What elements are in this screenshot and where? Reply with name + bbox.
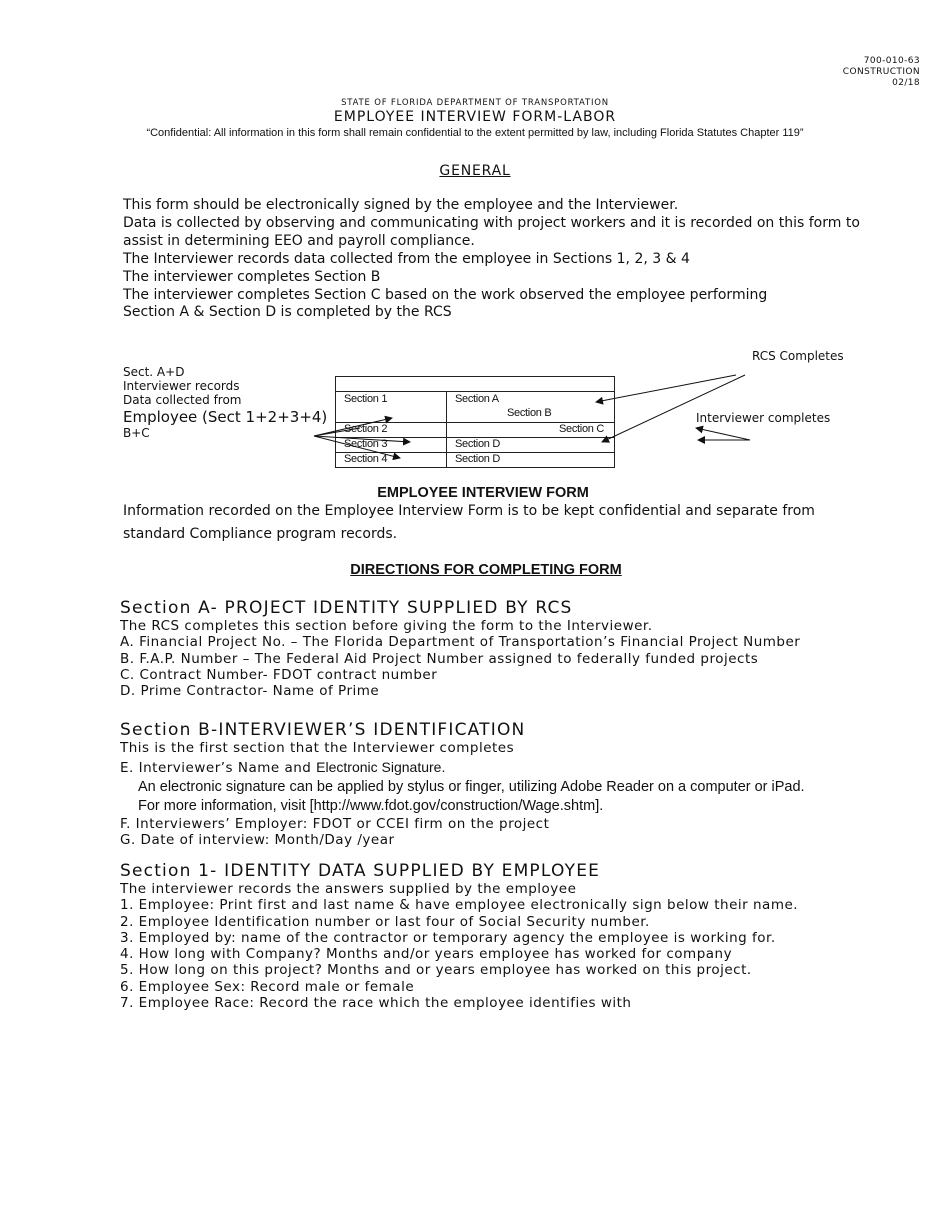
general-heading: GENERAL — [439, 163, 511, 179]
form-number: 700-010-63 — [863, 56, 920, 66]
section-1-line: 3. Employed by: name of the contractor or temporary agency the employee is working for. — [120, 929, 776, 946]
eif-line: standard Compliance program records. — [123, 525, 398, 542]
section-a-heading: Section A- PROJECT IDENTITY SUPPLIED BY RCS — [120, 598, 573, 618]
eif-line: Information recorded on the Employee Interview Form is to be kept confidential and separate from — [123, 503, 815, 519]
section-1 — [120, 861, 798, 1011]
section-1-heading: Section 1- IDENTITY DATA SUPPLIED BY EMPLOYEE — [120, 861, 601, 881]
item-e-rest: Electronic Signature. — [316, 759, 446, 776]
section-b-intro: This is the first section that the Interviewer completes — [120, 740, 515, 756]
section-a-line: A. Financial Project No. – The Florida Department of Transportation’s Financial Project Number — [120, 634, 801, 651]
section-1-line: 5. How long on this project? Months and or years employee has worked on this project. — [120, 962, 752, 979]
arrow-to-section-1 — [314, 418, 392, 436]
section-a-line: B. F.A.P. Number – The Federal Aid Project Number assigned to federally funded projects — [120, 650, 759, 667]
general-line: Data is collected by observing and communicating with project workers and it is recorded on this form to — [123, 214, 860, 231]
confidential-notice: “Confidential: All information in this form shall remain confidential to the extent permitted by law, including Florida Statutes Chapter 119” — [146, 127, 804, 139]
section-1-line: 6. Employee Sex: Record male or female — [120, 978, 415, 995]
cell-section-d: Section D — [455, 453, 500, 465]
general-line: assist in determining EEO and payroll compliance. — [123, 232, 475, 249]
section-b-item-f: F. Interviewers’ Employer: FDOT or CCEI firm on the project — [120, 815, 550, 832]
section-a-line: The RCS completes this section before giving the form to the Interviewer. — [120, 618, 653, 634]
section-1-line: 1. Employee: Print first and last name & have employee electronically sign below their name. — [120, 897, 799, 914]
cell-section-b: Section B — [507, 407, 552, 419]
section-b-e-detail: For more information, visit [http://www.fdot.gov/construction/Wage.shtm]. — [138, 797, 604, 814]
arrow-interviewer-to-c — [696, 428, 750, 440]
section-b-e-detail: An electronic signature can be applied by stylus or finger, utilizing Adobe Reader on a computer or iPad. — [138, 778, 805, 795]
diagram-label: Interviewer records — [123, 379, 240, 393]
form-category: CONSTRUCTION — [842, 67, 920, 77]
cell-section-2: Section 2 — [344, 423, 388, 435]
eif-heading: EMPLOYEE INTERVIEW FORM — [377, 485, 589, 501]
form-title: EMPLOYEE INTERVIEW FORM-LABOR — [333, 109, 617, 125]
cell-section-4: Section 4 — [344, 453, 388, 465]
section-b — [120, 720, 805, 848]
section-a — [120, 598, 800, 699]
diagram-rcs-label: RCS Completes — [752, 349, 844, 363]
general-line: This form should be electronically signed by the employee and the Interviewer. — [123, 197, 679, 213]
form-date: 02/18 — [892, 78, 920, 88]
cell-section-c: Section C — [559, 423, 604, 435]
item-e-prefix: E. Interviewer’s Name and — [120, 760, 317, 777]
agency-name: STATE OF FLORIDA DEPARTMENT OF TRANSPORTATION — [341, 98, 609, 108]
cell-section-a: Section A — [455, 393, 499, 405]
section-1-line: 4. How long with Company? Months and/or years employee has worked for company — [120, 946, 733, 963]
general-line: The interviewer completes Section B — [123, 268, 381, 285]
diagram-employee-label: Employee (Sect 1+2+3+4) — [123, 408, 328, 426]
section-b-item-e — [120, 759, 805, 776]
general-line: Section A & Section D is completed by the RCS — [123, 304, 452, 321]
arrow-to-section-2 — [314, 428, 360, 436]
section-1-line: 7. Employee Race: Record the race which the employee identifies with — [120, 995, 632, 1012]
section-a-line: C. Contract Number- FDOT contract number — [120, 666, 438, 683]
section-b-heading: Section B-INTERVIEWER’S IDENTIFICATION — [120, 720, 526, 740]
eif-paragraph — [123, 500, 815, 545]
diagram-label: Data collected from — [123, 393, 242, 407]
cell-section-d: Section D — [455, 438, 500, 450]
arrow-to-section-3 — [314, 436, 410, 442]
section-b-item-g: G. Date of interview: Month/Day /year — [120, 831, 395, 848]
section-1-line: The interviewer records the answers supplied by the employee — [120, 881, 577, 897]
cell-section-3: Section 3 — [344, 438, 388, 450]
arrow-rcs-to-section-a — [596, 375, 736, 402]
general-line: The Interviewer records data collected from the employee in Sections 1, 2, 3 & 4 — [123, 250, 690, 267]
diagram-label: Sect. A+D — [123, 365, 185, 379]
section-1-line: 2. Employee Identification number or last four of Social Security number. — [120, 913, 650, 930]
diagram-bc-label: B+C — [123, 426, 150, 440]
general-line: The interviewer completes Section C based on the work observed the employee performing — [123, 286, 768, 303]
diagram-interviewer-label: Interviewer completes — [696, 411, 831, 425]
arrow-to-section-4 — [314, 436, 400, 458]
section-a-line: D. Prime Contractor- Name of Prime — [120, 683, 380, 700]
cell-section-1: Section 1 — [344, 393, 388, 405]
arrow-rcs-to-section-d — [602, 375, 745, 442]
directions-heading: DIRECTIONS FOR COMPLETING FORM — [350, 562, 622, 578]
